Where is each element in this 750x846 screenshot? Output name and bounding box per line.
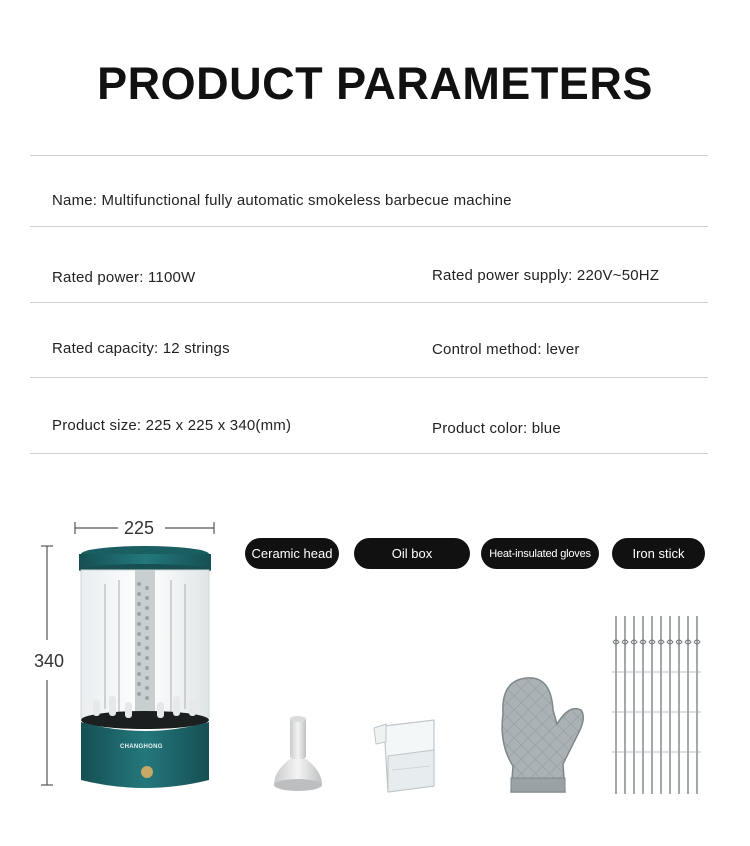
param-product-size: Product size: 225 x 225 x 340(mm): [52, 417, 292, 434]
iron-stick-icon: [608, 612, 708, 798]
barbecue-machine-image: [75, 544, 215, 794]
height-label: 340: [34, 651, 65, 671]
param-name: Name: Multifunctional fully automatic smokeless barbecue machine: [52, 192, 512, 209]
param-product-color: Product color: blue: [432, 420, 561, 437]
glove-icon: [493, 674, 589, 796]
param-control-method: Control method: lever: [432, 341, 580, 358]
accessory-label-oil-box: Oil box: [354, 538, 470, 569]
oil-box-icon: [372, 716, 444, 796]
accessory-label-ceramic-head: Ceramic head: [245, 538, 339, 569]
param-rated-capacity: Rated capacity: 12 strings: [52, 340, 230, 357]
width-label: 225: [124, 518, 155, 538]
param-rated-power-supply: Rated power supply: 220V~50HZ: [432, 267, 660, 284]
accessory-label-iron-stick: Iron stick: [612, 538, 705, 569]
param-rated-power: Rated power: 1100W: [52, 269, 196, 286]
ceramic-head-icon: [270, 715, 326, 793]
brand-logo: CHANGHONG: [120, 744, 163, 750]
accessory-label-gloves: Heat-insulated gloves: [481, 538, 599, 569]
page-title: PRODUCT PARAMETERS: [97, 58, 653, 109]
